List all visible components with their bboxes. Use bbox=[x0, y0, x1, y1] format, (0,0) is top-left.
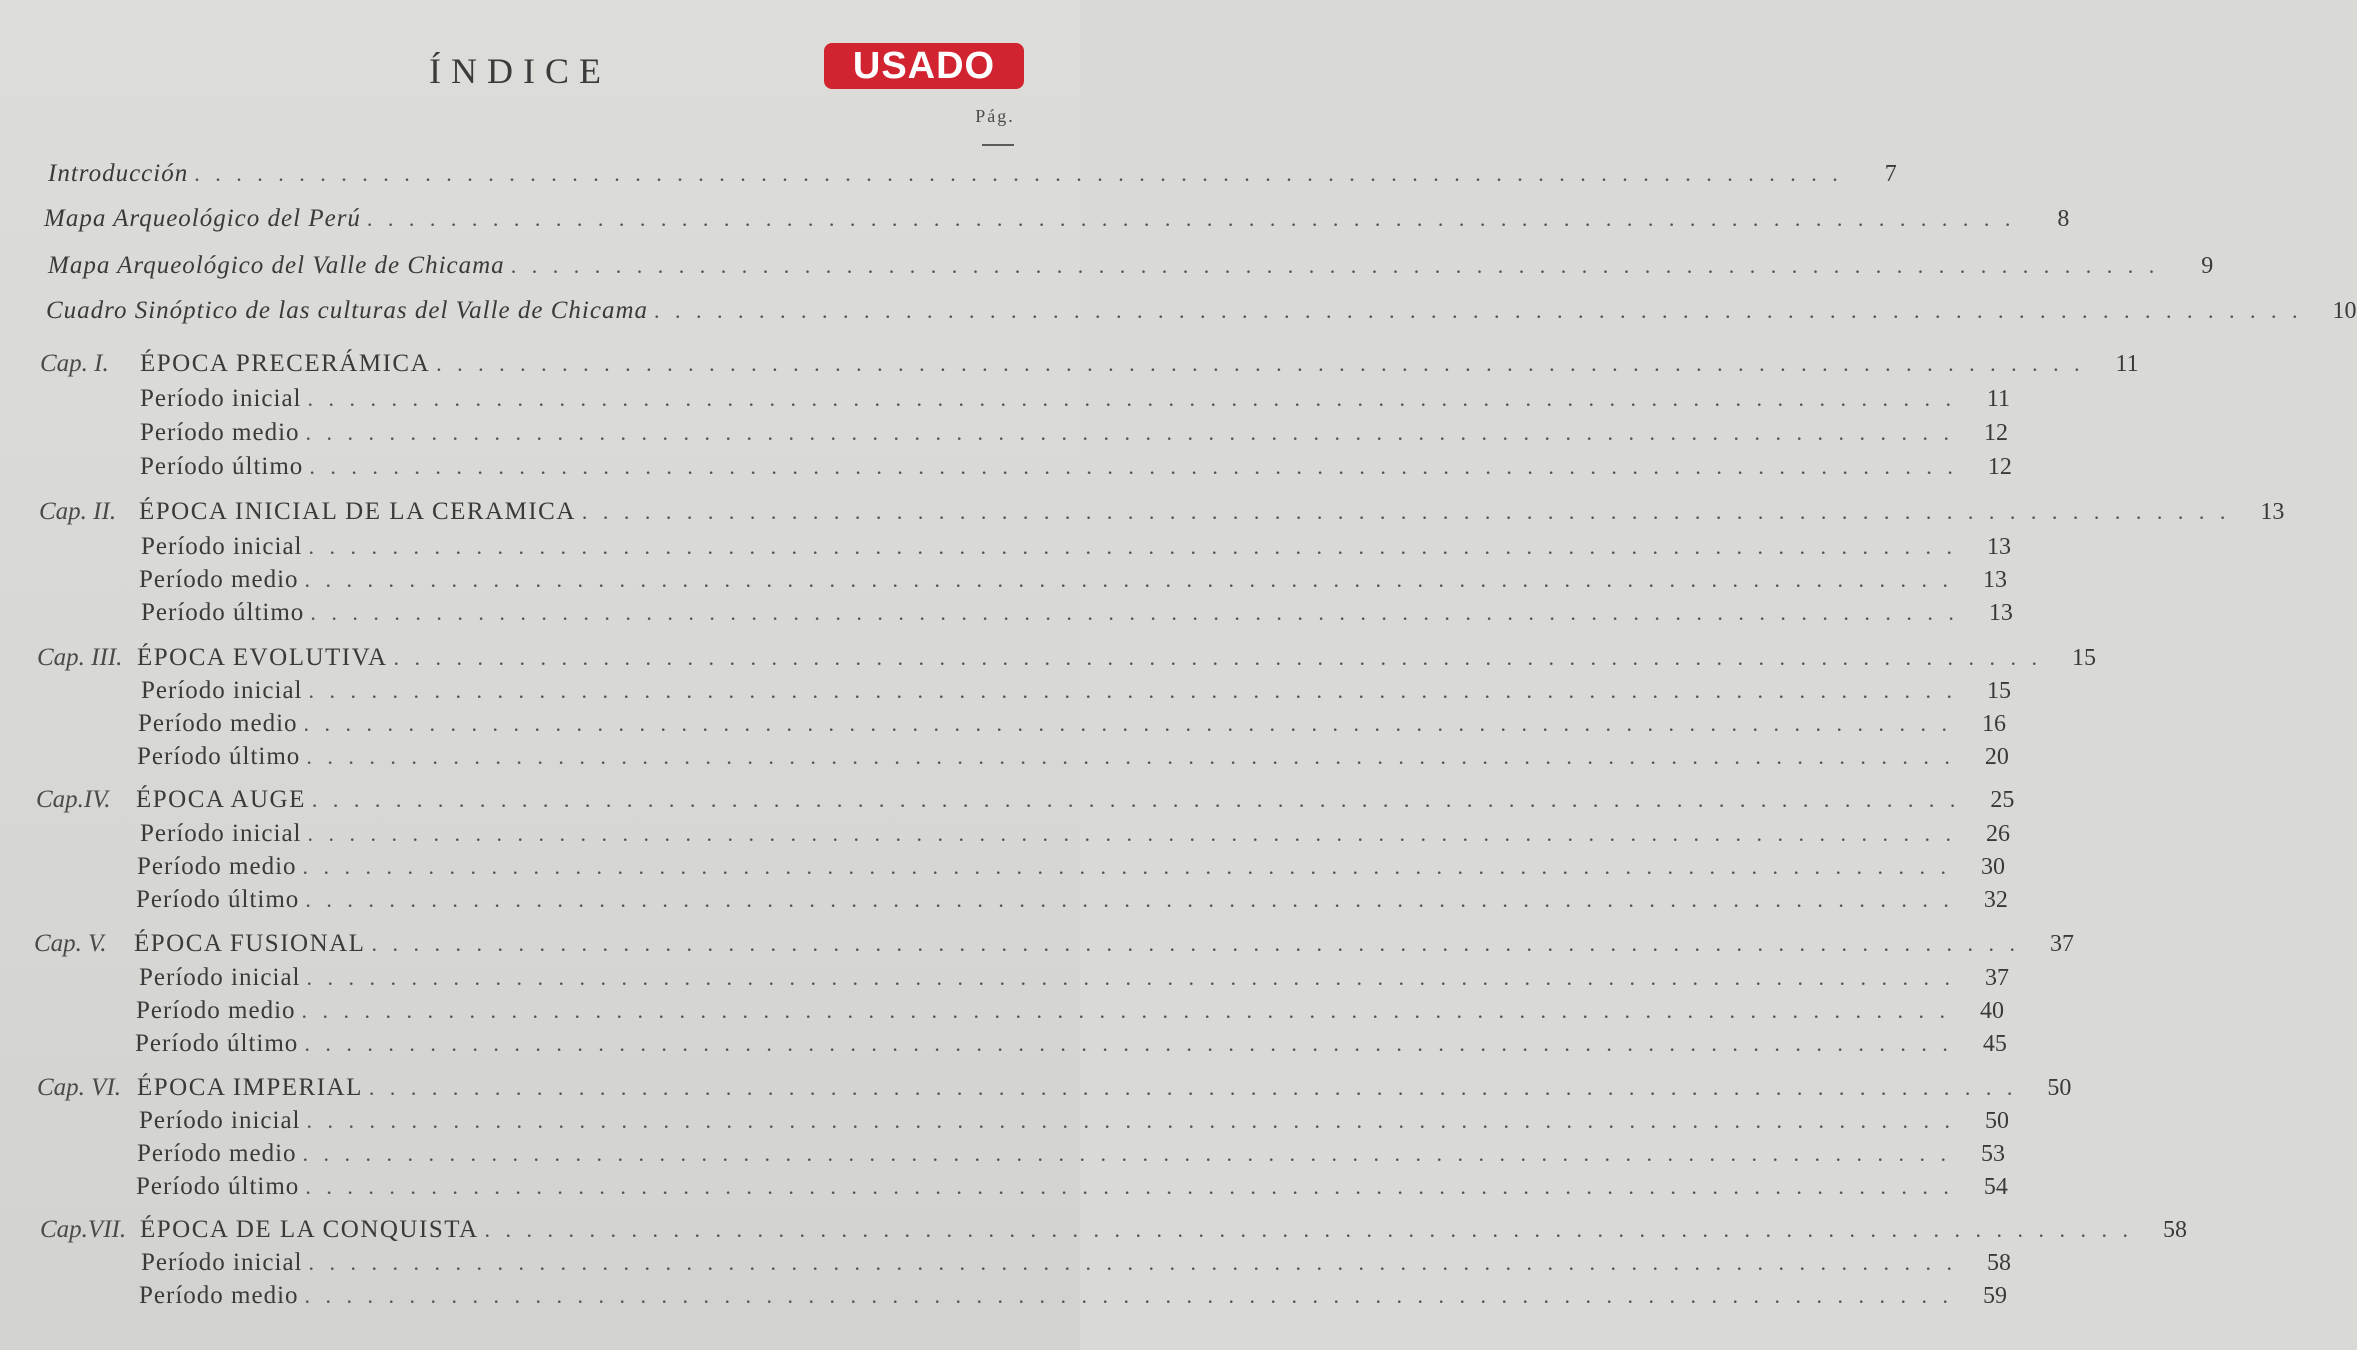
page-title: ÍNDICE bbox=[429, 51, 611, 91]
toc-page-number: 7 bbox=[1884, 161, 1897, 187]
toc-period-row bbox=[135, 1030, 2007, 1064]
toc-entry-text: Período último bbox=[141, 599, 305, 626]
toc-leader-dots: . . . . . . . . . . . . . . . . . . . . . . . . . . . . . . . . . . . . . . . . . . . . . . . . . . . . . . . . . . . . . . . . . . . . . . . . . . . . . . . bbox=[310, 600, 1959, 625]
toc-period-row bbox=[139, 964, 2009, 998]
toc-page-number: 25 bbox=[1990, 787, 2015, 813]
toc-entry-text: Período medio bbox=[136, 997, 296, 1024]
toc-page-number: 50 bbox=[2047, 1075, 2072, 1101]
toc-leader-dots: . . . . . . . . . . . . . . . . . . . . . . . . . . . . . . . . . . . . . . . . . . . . . . . . . . . . . . . . . . . . . . . . . . . . . . . . . . . . . . . bbox=[306, 744, 1955, 769]
toc-leader-dots: . . . . . . . . . . . . . . . . . . . . . . . . . . . . . . . . . . . . . . . . . . . . . . . . . . . . . . . . . . . . . . . . . . . . . . . . . . . . . . . bbox=[366, 206, 2016, 231]
toc-chapter-label: Cap. VI. bbox=[37, 1074, 122, 1101]
toc-leader-dots: . . . . . . . . . . . . . . . . . . . . . . . . . . . . . . . . . . . . . . . . . . . . . . . . . . . . . . . . . . . . . . . . . . . . . . . . . . . . . . . bbox=[304, 1283, 1954, 1308]
toc-page-number: 40 bbox=[1980, 998, 2005, 1024]
toc-chapter-row bbox=[36, 786, 2015, 820]
toc-page-number: 58 bbox=[2163, 1217, 2188, 1243]
toc-entry-text: Período último bbox=[136, 886, 300, 913]
toc-period-row bbox=[141, 1249, 2011, 1283]
toc-leader-dots: . . . . . . . . . . . . . . . . . . . . . . . . . . . . . . . . . . . . . . . . . . . . . . . . . . . . . . . . . . . . . . . . . . . . . . . . . . . . . . . bbox=[510, 253, 2160, 278]
toc-page-number: 26 bbox=[1986, 821, 2010, 847]
toc-period-row bbox=[137, 853, 2006, 887]
toc-entry-text: ÉPOCA FUSIONAL bbox=[134, 930, 366, 957]
toc-page-number: 9 bbox=[2201, 253, 2214, 279]
toc-page-number: 13 bbox=[2260, 499, 2285, 525]
toc-leader-dots: . . . . . . . . . . . . . . . . . . . . . . . . . . . . . . . . . . . . . . . . . . . . . . . . . . . . . . . . . . . . . . . . . . . . . . . . . . . . . . . bbox=[484, 1217, 2134, 1242]
toc-entry-text: ÉPOCA INICIAL DE LA CERAMICA bbox=[139, 498, 576, 525]
toc-chapter-row bbox=[34, 930, 2074, 964]
toc-chapter-row bbox=[37, 1074, 2072, 1108]
page-bottom-shade bbox=[0, 1332, 1080, 1350]
toc-entry-text: ÉPOCA IMPERIAL bbox=[137, 1074, 363, 1101]
toc-leader-dots: . . . . . . . . . . . . . . . . . . . . . . . . . . . . . . . . . . . . . . . . . . . . . . . . . . . . . . . . . . . . . . . . . . . . . . . . . . . . . . . bbox=[194, 161, 1843, 186]
toc-chapter-row bbox=[37, 644, 2097, 678]
toc-row bbox=[44, 205, 2070, 239]
toc-leader-dots: . . . . . . . . . . . . . . . . . . . . . . . . . . . . . . . . . . . . . . . . . . . . . . . . . . . . . . . . . . . . . . . . . . . . . . . . . . . . . . . bbox=[306, 965, 1955, 990]
toc-entry-text: Mapa Arqueológico del Perú bbox=[44, 205, 361, 232]
toc-leader-dots: . . . . . . . . . . . . . . . . . . . . . . . . . . . . . . . . . . . . . . . . . . . . . . . . . . . . . . . . . . . . . . . . . . . . . . . . . . . . . . . bbox=[307, 386, 1956, 411]
used-badge: USADO bbox=[824, 43, 1024, 89]
toc-row bbox=[48, 252, 2214, 286]
toc-page-number: 8 bbox=[2057, 206, 2070, 232]
toc-page-number: 37 bbox=[2049, 931, 2074, 957]
toc-period-row bbox=[136, 1173, 2008, 1207]
toc-entry-text: Período último bbox=[136, 1173, 300, 1200]
toc-entry-text: Período medio bbox=[139, 1282, 299, 1309]
toc-chapter-row bbox=[40, 350, 2139, 384]
toc-leader-dots: . . . . . . . . . . . . . . . . . . . . . . . . . . . . . . . . . . . . . . . . . . . . . . . . . . . . . . . . . . . . . . . . . . . . . . . . . . . . . . . bbox=[436, 351, 2085, 376]
toc-chapter-row bbox=[39, 498, 2285, 532]
toc-page-number: 11 bbox=[1986, 386, 2010, 412]
toc-leader-dots: . . . . . . . . . . . . . . . . . . . . . . . . . . . . . . . . . . . . . . . . . . . . . . . . . . . . . . . . . . . . . . . . . . . . . . . . . . . . . . . bbox=[307, 821, 1956, 846]
toc-page-number: 32 bbox=[1983, 887, 2008, 913]
toc-page-number: 15 bbox=[1987, 678, 2011, 704]
toc-leader-dots: . . . . . . . . . . . . . . . . . . . . . . . . . . . . . . . . . . . . . . . . . . . . . . . . . . . . . . . . . . . . . . . . . . . . . . . . . . . . . . . bbox=[305, 887, 1954, 912]
page-column-label: Pág. bbox=[975, 106, 1015, 126]
toc-chapter-row bbox=[40, 1216, 2188, 1250]
toc-page-number: 12 bbox=[1984, 420, 2009, 446]
toc-entry-text: Período inicial bbox=[139, 1107, 301, 1134]
toc-leader-dots: . . . . . . . . . . . . . . . . . . . . . . . . . . . . . . . . . . . . . . . . . . . . . . . . . . . . . . . . . . . . . . . . . . . . . . . . . . . . . . . bbox=[301, 998, 1951, 1023]
toc-page-number: 11 bbox=[2115, 351, 2139, 377]
toc-chapter-label: Cap. III. bbox=[37, 644, 123, 671]
toc-page-number: 13 bbox=[1988, 600, 2013, 626]
toc-row bbox=[48, 160, 1897, 194]
toc-page-number: 13 bbox=[1983, 567, 2008, 593]
toc-leader-dots: . . . . . . . . . . . . . . . . . . . . . . . . . . . . . . . . . . . . . . . . . . . . . . . . . . . . . . . . . . . . . . . . . . . . . . . . . . . . . . . bbox=[304, 1031, 1953, 1056]
toc-page-number: 15 bbox=[2072, 645, 2097, 671]
toc-period-row bbox=[138, 710, 2007, 744]
toc-leader-dots: . . . . . . . . . . . . . . . . . . . . . . . . . . . . . . . . . . . . . . . . . . . . . . . . . . . . . . . . . . . . . . . . . . . . . . . . . . . . . . . bbox=[308, 534, 1957, 559]
toc-period-row bbox=[141, 533, 2011, 567]
toc-period-row bbox=[136, 997, 2005, 1031]
toc-period-row bbox=[140, 453, 2012, 487]
toc-period-row bbox=[140, 385, 2010, 419]
toc-page-number: 20 bbox=[1984, 744, 2009, 770]
toc-page-number: 45 bbox=[1982, 1031, 2007, 1057]
toc-leader-dots: . . . . . . . . . . . . . . . . . . . . . . . . . . . . . . . . . . . . . . . . . . . . . . . . . . . . . . . . . . . . . . . . . . . . . . . . . . . . . . . bbox=[302, 854, 1952, 879]
toc-leader-dots: . . . . . . . . . . . . . . . . . . . . . . . . . . . . . . . . . . . . . . . . . . . . . . . . . . . . . . . . . . . . . . . . . . . . . . . . . . . . . . . bbox=[371, 931, 2020, 956]
toc-chapter-label: Cap.VII. bbox=[40, 1216, 127, 1243]
toc-leader-dots: . . . . . . . . . . . . . . . . . . . . . . . . . . . . . . . . . . . . . . . . . . . . . . . . . . . . . . . . . . . . . . . . . . . . . . . . . . . . . . . bbox=[303, 711, 1953, 736]
toc-period-row bbox=[139, 1282, 2008, 1316]
toc-page-number: 13 bbox=[1987, 534, 2011, 560]
toc-leader-dots: . . . . . . . . . . . . . . . . . . . . . . . . . . . . . . . . . . . . . . . . . . . . . . . . . . . . . . . . . . . . . . . . . . . . . . . . . . . . . . . bbox=[581, 499, 2231, 524]
toc-page-number: 50 bbox=[1985, 1108, 2009, 1134]
toc-entry-text: ÉPOCA DE LA CONQUISTA bbox=[140, 1216, 479, 1243]
toc-page-number: 12 bbox=[1987, 454, 2012, 480]
toc-leader-dots: . . . . . . . . . . . . . . . . . . . . . . . . . . . . . . . . . . . . . . . . . . . . . . . . . . . . . . . . . . . . . . . . . . . . . . . . . . . . . . . bbox=[308, 1250, 1957, 1275]
toc-entry-text: Período último bbox=[137, 743, 301, 770]
toc-leader-dots: . . . . . . . . . . . . . . . . . . . . . . . . . . . . . . . . . . . . . . . . . . . . . . . . . . . . . . . . . . . . . . . . . . . . . . . . . . . . . . . bbox=[305, 1174, 1954, 1199]
toc-entry-text: Mapa Arqueológico del Valle de Chicama bbox=[48, 252, 505, 279]
toc-entry-text: ÉPOCA PRECERÁMICA bbox=[140, 350, 431, 377]
toc-entry-text: Período inicial bbox=[141, 677, 303, 704]
toc-entry-text: Período último bbox=[140, 453, 304, 480]
toc-leader-dots: . . . . . . . . . . . . . . . . . . . . . . . . . . . . . . . . . . . . . . . . . . . . . . . . . . . . . . . . . . . . . . . . . . . . . . . . . . . . . . . bbox=[302, 1141, 1952, 1166]
toc-chapter-label: Cap.IV. bbox=[36, 786, 111, 813]
toc-period-row bbox=[139, 1107, 2009, 1141]
toc-entry-text: Período medio bbox=[137, 1140, 297, 1167]
toc-chapter-label: Cap. I. bbox=[40, 350, 109, 377]
toc-page-number: 10 bbox=[2332, 298, 2357, 324]
toc-leader-dots: . . . . . . . . . . . . . . . . . . . . . . . . . . . . . . . . . . . . . . . . . . . . . . . . . . . . . . . . . . . . . . . . . . . . . . . . . . . . . . . bbox=[368, 1075, 2018, 1100]
toc-leader-dots: . . . . . . . . . . . . . . . . . . . . . . . . . . . . . . . . . . . . . . . . . . . . . . . . . . . . . . . . . . . . . . . . . . . . . . . . . . . . . . . bbox=[305, 420, 1955, 445]
toc-entry-text: Período inicial bbox=[141, 533, 303, 560]
toc-row bbox=[46, 297, 2357, 331]
toc-chapter-label: Cap. V. bbox=[34, 930, 107, 957]
toc-period-row bbox=[137, 1140, 2006, 1174]
toc-leader-dots: . . . . . . . . . . . . . . . . . . . . . . . . . . . . . . . . . . . . . . . . . . . . . . . . . . . . . . . . . . . . . . . . . . . . . . . . . . . . . . . bbox=[311, 787, 1961, 812]
toc-entry-text: Período medio bbox=[139, 566, 299, 593]
toc-entry-text: Cuadro Sinóptico de las culturas del Valle de Chicama bbox=[46, 297, 649, 324]
toc-page-number: 53 bbox=[1981, 1141, 2006, 1167]
toc-entry-text: Período medio bbox=[140, 419, 300, 446]
toc-leader-dots: . . . . . . . . . . . . . . . . . . . . . . . . . . . . . . . . . . . . . . . . . . . . . . . . . . . . . . . . . . . . . . . . . . . . . . . . . . . . . . . bbox=[309, 454, 1958, 479]
toc-entry-text: Período inicial bbox=[140, 385, 302, 412]
toc-entry-text: Período inicial bbox=[140, 820, 302, 847]
toc-leader-dots: . . . . . . . . . . . . . . . . . . . . . . . . . . . . . . . . . . . . . . . . . . . . . . . . . . . . . . . . . . . . . . . . . . . . . . . . . . . . . . . bbox=[654, 298, 2303, 323]
page-column-rule bbox=[982, 144, 1014, 146]
toc-leader-dots: . . . . . . . . . . . . . . . . . . . . . . . . . . . . . . . . . . . . . . . . . . . . . . . . . . . . . . . . . . . . . . . . . . . . . . . . . . . . . . . bbox=[306, 1108, 1955, 1133]
toc-period-row bbox=[141, 677, 2011, 711]
toc-leader-dots: . . . . . . . . . . . . . . . . . . . . . . . . . . . . . . . . . . . . . . . . . . . . . . . . . . . . . . . . . . . . . . . . . . . . . . . . . . . . . . . bbox=[393, 645, 2043, 670]
toc-page-number: 54 bbox=[1983, 1174, 2008, 1200]
toc-page-number: 59 bbox=[1983, 1283, 2008, 1309]
toc-leader-dots: . . . . . . . . . . . . . . . . . . . . . . . . . . . . . . . . . . . . . . . . . . . . . . . . . . . . . . . . . . . . . . . . . . . . . . . . . . . . . . . bbox=[308, 678, 1957, 703]
toc-period-row bbox=[139, 566, 2008, 600]
toc-page-number: 30 bbox=[1981, 854, 2006, 880]
toc-entry-text: ÉPOCA AUGE bbox=[136, 786, 306, 813]
toc-entry-text: ÉPOCA EVOLUTIVA bbox=[137, 644, 388, 671]
toc-period-row bbox=[140, 820, 2010, 854]
toc-entry-text: Período medio bbox=[137, 853, 297, 880]
toc-entry-text: Período medio bbox=[138, 710, 298, 737]
toc-period-row bbox=[140, 419, 2009, 453]
toc-page-number: 16 bbox=[1982, 711, 2007, 737]
toc-entry-text: Período inicial bbox=[139, 964, 301, 991]
toc-entry-text: Período inicial bbox=[141, 1249, 303, 1276]
toc-period-row bbox=[136, 886, 2008, 920]
toc-period-row bbox=[141, 599, 2013, 633]
toc-chapter-label: Cap. II. bbox=[39, 498, 117, 525]
toc-entry-text: Período último bbox=[135, 1030, 299, 1057]
toc-period-row bbox=[137, 743, 2009, 777]
toc-leader-dots: . . . . . . . . . . . . . . . . . . . . . . . . . . . . . . . . . . . . . . . . . . . . . . . . . . . . . . . . . . . . . . . . . . . . . . . . . . . . . . . bbox=[304, 567, 1954, 592]
toc-page-number: 58 bbox=[1987, 1250, 2011, 1276]
toc-entry-text: Introducción bbox=[48, 160, 189, 187]
toc-page-number: 37 bbox=[1985, 965, 2009, 991]
